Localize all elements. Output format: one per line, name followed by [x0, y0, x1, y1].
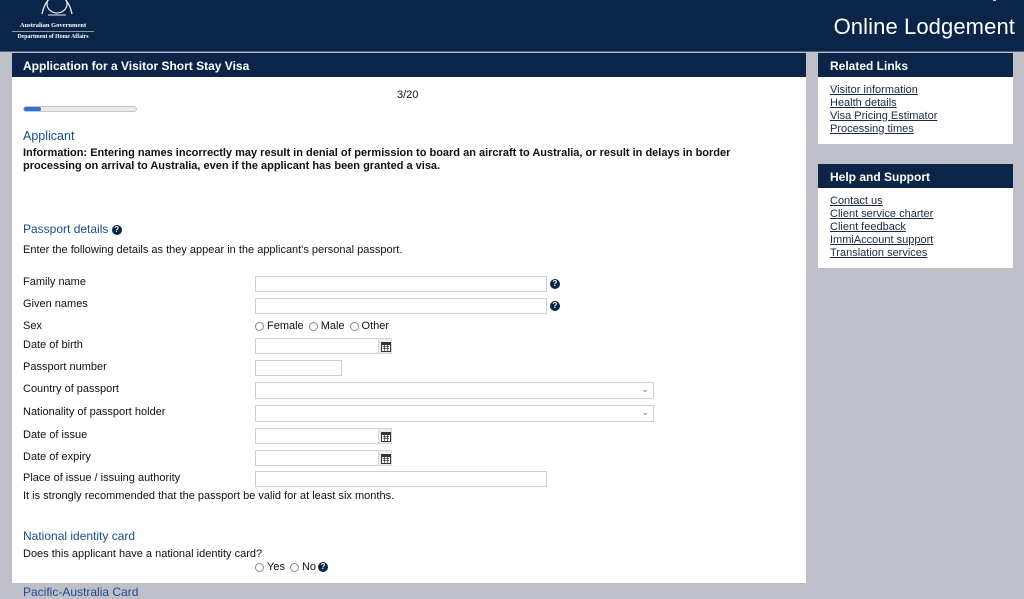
national-id-option-yes[interactable]: Yes [255, 561, 285, 573]
link-translation-services[interactable]: Translation services [830, 247, 928, 259]
passport-details-heading [23, 222, 122, 236]
calendar-icon [381, 341, 391, 352]
passport-validity-note: It is strongly recommended that the passport be valid for at least six months. [23, 490, 395, 502]
date-of-issue-label: Date of issue [23, 429, 88, 441]
chevron-down-icon: ⌄ [641, 407, 649, 417]
nationality-label: Nationality of passport holder [23, 406, 166, 418]
related-links-panel [818, 53, 1013, 144]
section-applicant: Applicant [23, 129, 75, 143]
link-client-service-charter[interactable]: Client service charter [830, 208, 934, 220]
radio-circle-icon[interactable] [309, 322, 318, 331]
pacific-card-heading: Pacific-Australia Card [23, 585, 139, 599]
given-names-help-icon[interactable]: ? [550, 301, 560, 311]
help-icon[interactable]: ? [112, 225, 122, 235]
help-support-panel [818, 164, 1013, 268]
date-of-expiry-calendar-button[interactable] [378, 450, 392, 466]
link-health-details[interactable]: Health details [830, 97, 897, 109]
coat-of-arms-icon [36, 0, 78, 16]
related-links-list [818, 77, 1013, 144]
link-client-feedback[interactable]: Client feedback [830, 221, 906, 233]
gov-logo [8, 0, 98, 46]
link-immiaccount-support[interactable]: ImmiAccount support [830, 234, 934, 246]
family-name-help-icon[interactable]: ? [550, 279, 560, 289]
family-name-input[interactable] [255, 276, 547, 292]
logo-divider [12, 31, 94, 32]
sex-radio-group [255, 320, 394, 332]
passport-number-input[interactable] [255, 360, 342, 376]
place-of-issue-input[interactable] [255, 471, 547, 487]
link-visitor-information[interactable]: Visitor information [830, 84, 918, 96]
radio-circle-icon[interactable] [290, 563, 299, 572]
family-name-label: Family name [23, 276, 86, 288]
country-of-passport-label: Country of passport [23, 383, 119, 395]
related-links-title: Related Links [818, 53, 1013, 77]
sex-option-male[interactable]: Male [309, 320, 345, 332]
date-of-birth-calendar-button[interactable] [378, 338, 392, 354]
radio-circle-icon[interactable] [255, 322, 264, 331]
passport-number-label: Passport number [23, 361, 107, 373]
application-panel [12, 53, 806, 599]
national-id-radio-group [255, 561, 328, 573]
progress-fill [24, 107, 41, 111]
given-names-input[interactable] [255, 298, 547, 314]
help-support-title: Help and Support [818, 164, 1013, 188]
sex-option-female[interactable]: Female [255, 320, 304, 332]
date-of-birth-label: Date of birth [23, 339, 83, 351]
logo-line-2: Department of Home Affairs [17, 34, 89, 40]
date-of-birth-input[interactable] [255, 338, 379, 354]
place-of-issue-label: Place of issue / issuing authority [23, 472, 181, 484]
top-banner [0, 0, 1024, 52]
link-visa-pricing-estimator[interactable]: Visa Pricing Estimator [830, 110, 938, 122]
step-indicator: 3/20 [397, 89, 419, 101]
application-title: Application for a Visitor Short Stay Visa [12, 53, 806, 77]
logo-line-1: Australian Government [19, 22, 87, 29]
link-contact-us[interactable]: Contact us [830, 195, 883, 207]
link-processing-times[interactable]: Processing times [830, 123, 914, 135]
national-id-help-icon[interactable]: ? [318, 562, 328, 572]
app-title: Online Lodgement [833, 14, 1015, 39]
radio-circle-icon[interactable] [255, 563, 264, 572]
passport-intro: Enter the following details as they appear in the applicant's personal passport. [23, 244, 403, 256]
sex-label: Sex [23, 320, 42, 332]
radio-circle-icon[interactable] [350, 322, 359, 331]
info-text: Information: Entering names incorrectly may result in denial of permission to board an aircraft to Australia, or result in delays in border processing on arrival to Australia, even if the applicant has been granted a visa. [23, 147, 731, 172]
date-of-issue-calendar-button[interactable] [378, 428, 392, 444]
passport-details-title: Passport details [23, 222, 109, 236]
calendar-icon [381, 431, 391, 442]
country-of-passport-select[interactable] [255, 382, 654, 399]
national-id-question: Does this applicant have a national identity card? [23, 548, 263, 560]
progress-bar [23, 106, 137, 112]
sex-option-other[interactable]: Other [350, 320, 390, 332]
date-of-issue-input[interactable] [255, 428, 379, 444]
national-id-option-no[interactable]: No [290, 561, 316, 573]
date-of-expiry-label: Date of expiry [23, 451, 91, 463]
calendar-icon [381, 453, 391, 464]
nationality-select[interactable] [255, 405, 654, 422]
chevron-down-icon: ⌄ [641, 384, 649, 394]
given-names-label: Given names [23, 298, 88, 310]
national-id-heading: National identity card [23, 529, 136, 543]
top-indicator [993, 0, 996, 1]
help-support-list [818, 188, 1013, 268]
date-of-expiry-input[interactable] [255, 450, 379, 466]
